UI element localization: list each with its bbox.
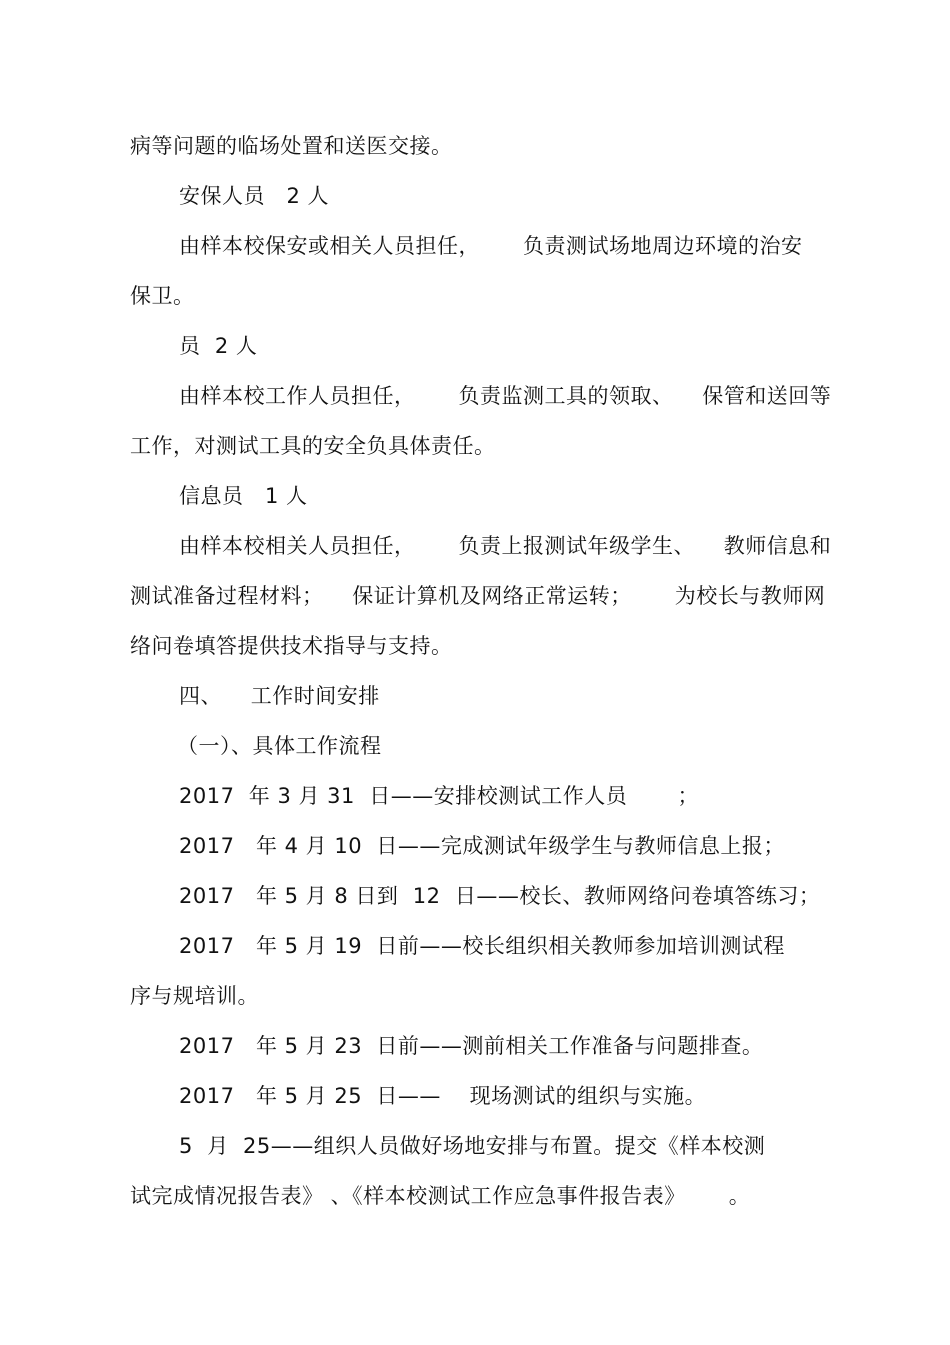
section-heading: 四、 工作时间安排 [179, 684, 380, 708]
text-line-14: 2017 年 3 月 31 日——安排校测试工作人员 ； [179, 784, 699, 808]
text-line-8: 信息员 1 人 [179, 484, 308, 508]
text-line-10: 测试准备过程材料； 保证计算机及网络正常运转； 为校长与教师网 [130, 584, 826, 608]
text-line-17: 2017 年 5 月 19 日前——校长组织相关教师参加培训测试程 [179, 934, 785, 958]
text-line-18: 序与规培训。 [130, 984, 259, 1008]
text-line-11: 络问卷填答提供技术指导与支持。 [130, 634, 453, 658]
text-line-9: 由样本校相关人员担任， 负责上报测试年级学生、 教师信息和 [179, 534, 832, 558]
text-line-15: 2017 年 4 月 10 日——完成测试年级学生与教师信息上报； [179, 834, 785, 858]
text-line-2: 安保人员 2 人 [179, 184, 330, 208]
text-line-5: 员 2 人 [179, 334, 258, 358]
text-line-6: 由样本校工作人员担任， 负责监测工具的领取、 保管和送回等 [179, 384, 832, 408]
subsection-heading: （一）、具体工作流程 [177, 734, 382, 758]
text-line-20: 2017 年 5 月 25 日—— 现场测试的组织与实施。 [179, 1084, 707, 1108]
text-line-4: 保卫。 [130, 284, 195, 308]
text-line-19: 2017 年 5 月 23 日前——测前相关工作准备与问题排查。 [179, 1034, 764, 1058]
text-line-3: 由样本校保安或相关人员担任， 负责测试场地周边环境的治安 [179, 234, 803, 258]
text-line-21: 5 月 25——组织人员做好场地安排与布置。提交《样本校测 [179, 1134, 766, 1158]
text-line-7: 工作，对测试工具的安全负具体责任。 [130, 434, 496, 458]
text-line-16: 2017 年 5 月 8 日到 12 日——校长、教师网络问卷填答练习； [179, 884, 821, 908]
text-line-22: 试完成情况报告表》 、《样本校测试工作应急事件报告表》 。 [130, 1184, 751, 1208]
text-line-1: 病等问题的临场处置和送医交接。 [130, 134, 453, 158]
